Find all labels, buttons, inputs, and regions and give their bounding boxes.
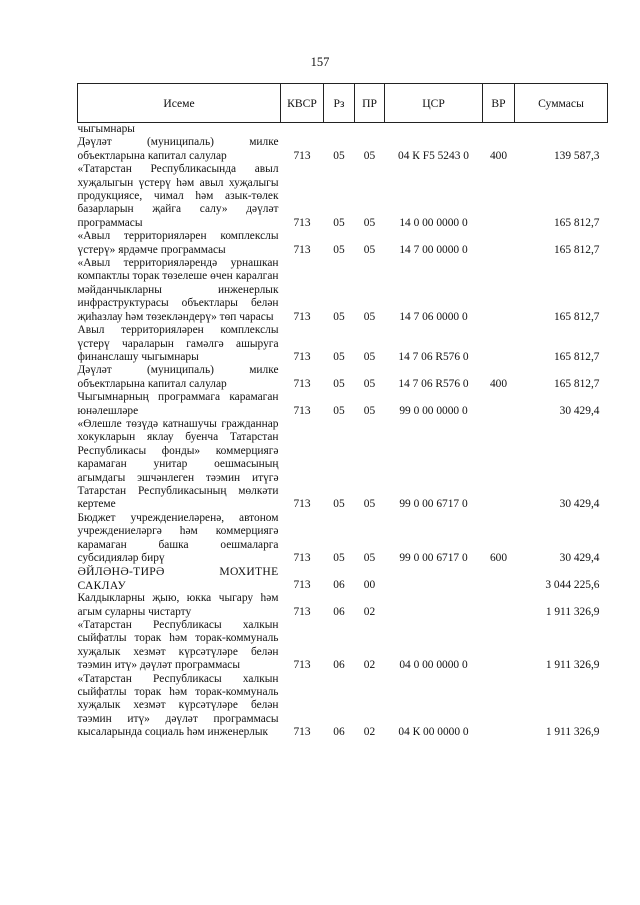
cell-csr: 14 7 06 R576 0: [398, 350, 469, 363]
table-row: [78, 136, 608, 163]
cell-csr: 14 7 00 0000 0: [399, 243, 468, 256]
cell-sum: 139 587,3: [553, 149, 600, 162]
cell-csr: 14 7 06 R576 0: [398, 377, 469, 390]
cell-rz: 05: [333, 149, 345, 162]
table-row: [78, 565, 608, 592]
header-rz: Рз: [324, 84, 355, 123]
cell-sum: 165 812,7: [553, 310, 600, 323]
cell-name: «Авыл территорияләрен комплекслы үстерү» ярдәмче программасы: [77, 230, 279, 256]
cell-sum: 165 812,7: [553, 216, 600, 229]
cell-name: «Татарстан Республикасы халкын сыйфатлы торак һәм торак-коммуналь хуҗалык хезмәт күрсәтүләре белән тәэмин итү» дәүләт программасы кысаларында социаль һәм инженерлык: [77, 672, 279, 739]
cell-name: чыгымнары: [77, 123, 135, 135]
cell-rz: 05: [333, 350, 345, 363]
table-row: [78, 673, 608, 740]
cell-rz: 05: [333, 404, 345, 417]
cell-kvsr: 713: [293, 377, 311, 390]
table-body: [78, 123, 608, 740]
cell-vr: [483, 230, 515, 257]
cell-rz: 05: [333, 216, 345, 229]
cell-vr: 600: [489, 552, 508, 564]
cell-vr: [483, 163, 515, 230]
cell-csr: 04 К 00 0000 0: [398, 726, 469, 739]
cell-rz: 06: [333, 659, 345, 672]
table-header-row: [78, 84, 608, 123]
cell-pr: 05: [363, 243, 376, 256]
cell-kvsr: 713: [293, 578, 311, 591]
cell-csr: 04 К F5 5243 0: [398, 149, 469, 162]
header-csr: ЦСР: [385, 84, 483, 123]
table-row: [78, 324, 608, 364]
cell-kvsr: 713: [293, 552, 311, 564]
cell-name: «Авыл территорияләрендә урнашкан компактлы торак төзелеше өчен каралган мәйданчыкларны инженерлык инфраструктурасы объектлары белән җиһазлау һәм төзекләндерү» төп чарасы: [77, 257, 279, 323]
cell-vr: [483, 418, 515, 512]
cell-vr: [483, 673, 515, 740]
table-row: [78, 619, 608, 673]
cell-rz: 06: [333, 726, 345, 739]
cell-vr: [483, 257, 515, 324]
page-number: 157: [310, 55, 330, 69]
cell-pr: 02: [363, 726, 376, 739]
cell-pr: 00: [363, 578, 376, 591]
cell-rz: 05: [333, 310, 345, 323]
cell-csr: 04 0 00 0000 0: [399, 659, 468, 672]
cell-kvsr: 713: [293, 243, 311, 256]
cell-sum: 1 911 326,9: [545, 659, 600, 672]
cell-name: Бюджет учреждениеләренә, автоном учреждениеләргә һәм коммерциягә карамаган башка оешмаларга субсидияләр бирү: [77, 511, 279, 564]
cell-pr: 05: [363, 377, 376, 390]
cell-sum: 30 429,4: [559, 552, 600, 564]
cell-csr: [385, 123, 483, 137]
cell-rz: 05: [333, 498, 345, 511]
table-row: [78, 391, 608, 418]
cell-pr: 05: [363, 216, 376, 229]
cell-rz: 06: [333, 578, 345, 591]
cell-rz: 05: [333, 243, 345, 256]
header-pr: ПР: [355, 84, 385, 123]
cell-kvsr: 713: [293, 149, 311, 162]
header-vr: ВР: [483, 84, 515, 123]
cell-kvsr: 713: [293, 659, 311, 672]
cell-csr: 99 0 00 0000 0: [399, 404, 468, 417]
cell-kvsr: 713: [293, 605, 311, 618]
cell-name: «Татарстан Республикасында авыл хуҗалыгын үстерү һәм авыл хуҗалыгы продукциясе, чимал һәм азык-төлек базарларын җайга салу» дәүләт программасы: [77, 163, 279, 229]
cell-kvsr: 713: [293, 726, 311, 739]
cell-sum: 165 812,7: [553, 377, 600, 390]
cell-vr: [483, 324, 515, 364]
cell-pr: 02: [363, 659, 376, 672]
header-kvsr: КВСР: [281, 84, 324, 123]
cell-kvsr: 713: [293, 350, 311, 363]
cell-name: Калдыкларны җыю, юкка чыгару һәм агым суларны чистарту: [77, 592, 279, 618]
cell-sum: 3 044 225,6: [545, 578, 600, 591]
cell-vr: [483, 565, 515, 592]
cell-sum: [515, 123, 608, 137]
cell-name: Дәүләт (муниципаль) милке объектларына капитал салулар: [77, 364, 279, 390]
cell-pr: 02: [363, 605, 376, 618]
cell-pr: [355, 123, 385, 137]
table-row: [78, 257, 608, 324]
table-row: [78, 592, 608, 619]
cell-csr: [385, 592, 483, 619]
cell-kvsr: [281, 123, 324, 137]
cell-vr: [483, 619, 515, 673]
cell-csr: 99 0 00 6717 0: [399, 498, 468, 511]
cell-csr: 99 0 00 6717 0: [399, 552, 468, 564]
cell-pr: 05: [363, 310, 376, 323]
cell-vr: [483, 592, 515, 619]
table-row: [78, 364, 608, 391]
cell-pr: 05: [363, 149, 376, 162]
cell-rz: 06: [333, 605, 345, 618]
cell-name: Дәүләт (муниципаль) милке объектларына капитал салулар: [77, 136, 279, 162]
cell-name: Авыл территорияләрен комплекслы үстерү чараларын гамәлгә ашыруга финанслашу чыгымнары: [77, 324, 279, 363]
cell-pr: 05: [363, 552, 376, 564]
cell-sum: 165 812,7: [553, 350, 600, 363]
cell-rz: 05: [333, 377, 345, 390]
cell-name: Чыгымнарның программага карамаган юнәлешләре: [77, 391, 279, 417]
cell-vr: 400: [489, 377, 508, 390]
cell-pr: 05: [363, 404, 376, 417]
cell-name: «Татарстан Республикасы халкын сыйфатлы торак һәм торак-коммуналь хуҗалык хезмәт күрсәтүләре белән тәэмин итү» дәүләт программасы: [77, 619, 279, 672]
cell-name: ӘЙЛӘНӘ-ТИРӘ МОХИТНЕ САКЛАУ: [77, 565, 279, 592]
table-row: [78, 123, 608, 137]
cell-csr: 14 7 06 0000 0: [399, 310, 468, 323]
cell-vr: [483, 391, 515, 418]
header-sum: Суммасы: [515, 84, 608, 123]
cell-rz: [324, 123, 355, 137]
cell-sum: 1 911 326,9: [545, 726, 600, 739]
cell-sum: 165 812,7: [553, 243, 600, 256]
cell-rz: 05: [333, 552, 345, 564]
cell-name: «Өлешле төзүдә катнашучы гражданнар хокукларын яклау буенча Татарстан Республикасы фонды» коммерциягә карамаган унитар оешмасының агымдагы эшчәнлеген тәэмин итүгә Татарстан Республикасының мөлкәти кертеме: [77, 417, 279, 511]
cell-sum: 1 911 326,9: [545, 605, 600, 618]
cell-sum: 30 429,4: [559, 404, 600, 417]
table-row: [78, 163, 608, 230]
table-row: [78, 512, 608, 566]
cell-kvsr: 713: [293, 404, 311, 417]
budget-table: [77, 83, 608, 740]
cell-pr: 05: [363, 498, 376, 511]
cell-sum: 30 429,4: [559, 498, 600, 511]
cell-csr: 14 0 00 0000 0: [399, 216, 468, 229]
cell-pr: 05: [363, 350, 376, 363]
cell-vr: 400: [489, 149, 508, 162]
cell-csr: [385, 565, 483, 592]
cell-kvsr: 713: [293, 216, 311, 229]
cell-vr: [483, 123, 515, 137]
cell-kvsr: 713: [293, 498, 311, 511]
table-row: [78, 230, 608, 257]
table-row: [78, 418, 608, 512]
header-name: Исеме: [78, 84, 281, 123]
cell-kvsr: 713: [293, 310, 311, 323]
